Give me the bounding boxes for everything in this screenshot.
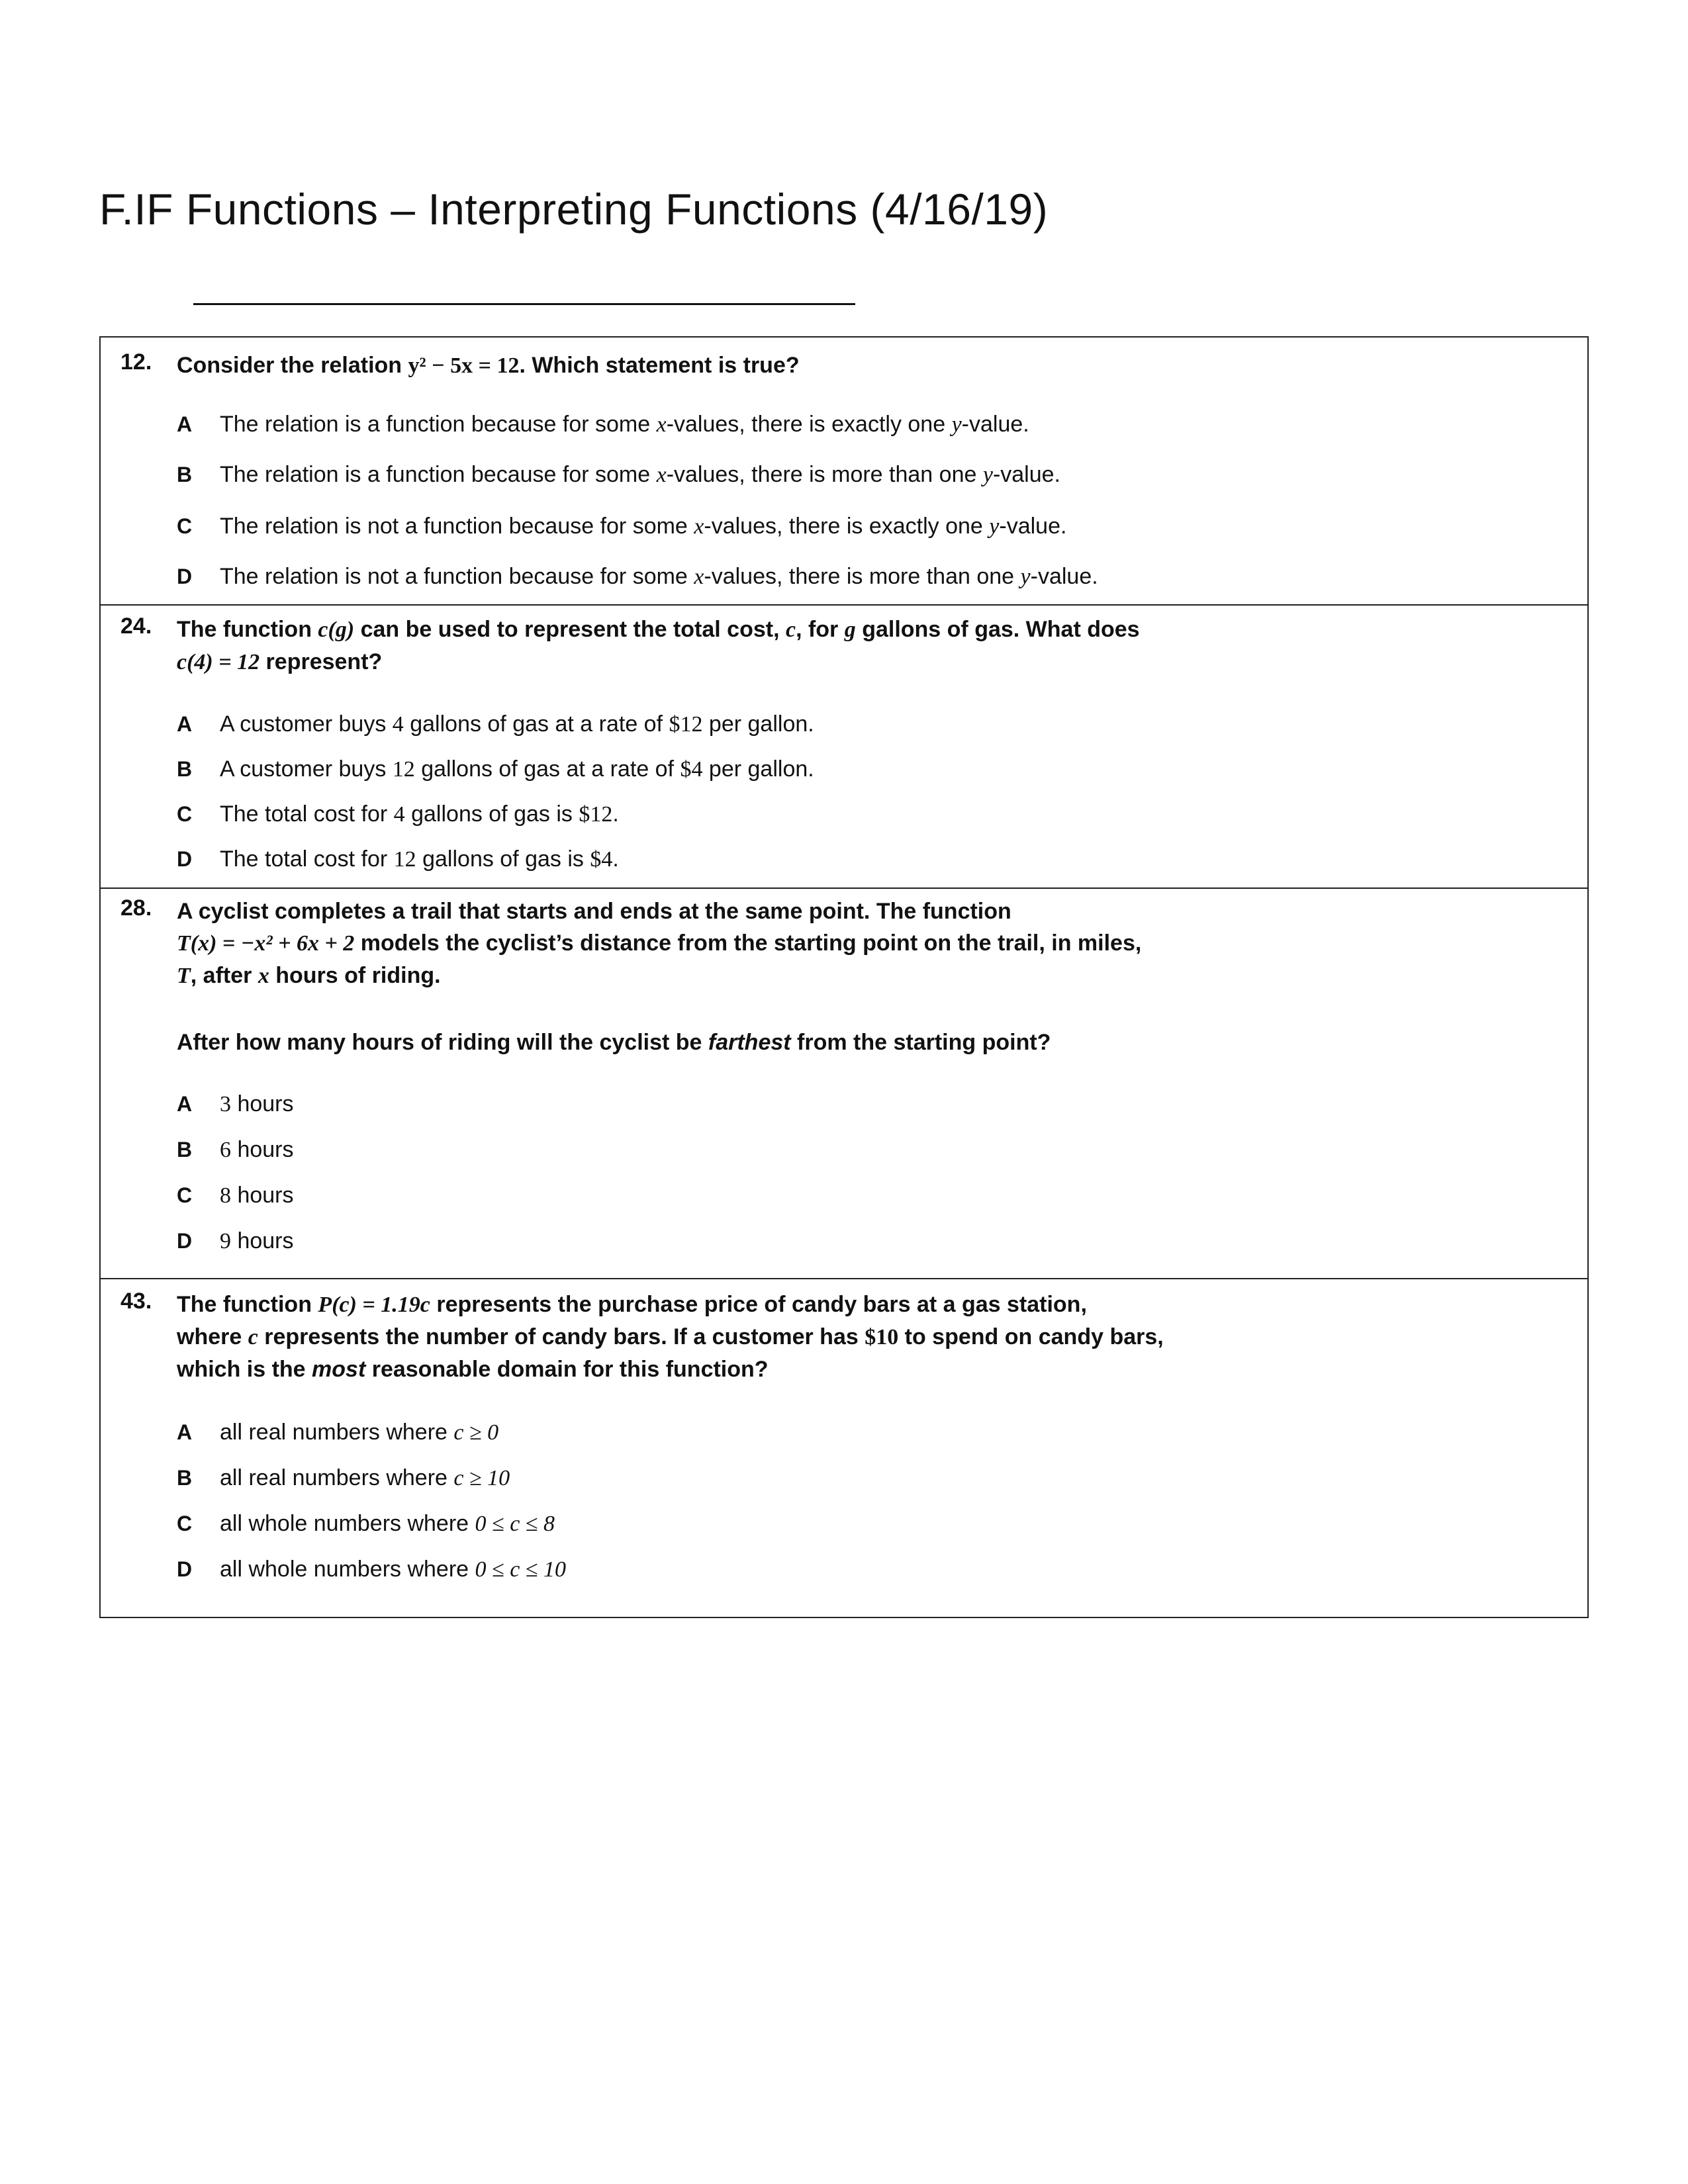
question-sub-prompt: After how many hours of riding will the cyclist be farthest from the starting point? (177, 1030, 1051, 1055)
answer-choice-b[interactable]: B A customer buys 12 gallons of gas at a rate of $4 per gallon. (177, 756, 814, 782)
choice-letter: D (177, 1557, 193, 1581)
choice-letter: C (177, 802, 193, 826)
answer-choice-c[interactable]: C 8 hours (177, 1183, 294, 1208)
answer-choice-d[interactable]: D The relation is not a function because for some x-values, there is more than one y-value. (177, 564, 1098, 589)
answer-choice-c[interactable]: C all whole numbers where 0 ≤ c ≤ 8 (177, 1511, 555, 1536)
answer-choice-d[interactable]: D The total cost for 12 gallons of gas is $4. (177, 846, 619, 872)
answer-choice-d[interactable]: D 9 hours (177, 1228, 294, 1253)
question-number: 12. (120, 349, 152, 375)
question-28 (101, 889, 1587, 1279)
answer-choice-c[interactable]: C The relation is not a function because for some x-values, there is exactly one y-value. (177, 514, 1067, 539)
choice-letter: C (177, 1512, 193, 1535)
choice-letter: C (177, 1183, 193, 1207)
question-12 (101, 338, 1587, 606)
question-number: 28. (120, 895, 152, 921)
question-24 (101, 606, 1587, 889)
choice-letter: D (177, 565, 193, 588)
answer-choice-a[interactable]: A 3 hours (177, 1091, 294, 1116)
question-number: 24. (120, 614, 152, 639)
question-stem: The function c(g) can be used to represent the total cost, c, for g gallons of gas. What does c(4) = 12 represent? (177, 617, 1140, 674)
question-number: 43. (120, 1289, 152, 1314)
choice-letter: A (177, 1420, 193, 1444)
question-stem: The function P(c) = 1.19c represents the purchase price of candy bars at a gas station, where c represents the number of candy bars. If a customer has $10 to spend on candy bars, which is the most reasonable domain for this function? (177, 1292, 1164, 1382)
choice-letter: A (177, 412, 193, 436)
name-blank-line[interactable] (193, 303, 855, 305)
choice-letter: B (177, 757, 193, 781)
choice-letter: A (177, 1092, 193, 1116)
question-stem: Consider the relation y² − 5x = 12. Which statement is true? (177, 353, 800, 378)
questions-box (99, 336, 1589, 1618)
question-43 (101, 1279, 1587, 1617)
question-stem: A cyclist completes a trail that starts and ends at the same point. The function T(x) = −x² + 6x + 2 models the cyclist’s distance from the starting point on the trail, in miles, T, after x hours of riding. (177, 899, 1142, 988)
answer-choice-c[interactable]: C The total cost for 4 gallons of gas is $12. (177, 801, 619, 827)
choice-letter: D (177, 1229, 193, 1253)
answer-choice-a[interactable]: A The relation is a function because for some x-values, there is exactly one y-value. (177, 412, 1029, 437)
answer-choice-a[interactable]: A A customer buys 4 gallons of gas at a rate of $12 per gallon. (177, 711, 814, 737)
page-title: F.IF Functions – Interpreting Functions (4/16/19) (99, 185, 1049, 234)
choice-letter: C (177, 514, 193, 538)
answer-choice-d[interactable]: D all whole numbers where 0 ≤ c ≤ 10 (177, 1557, 566, 1582)
answer-choice-a[interactable]: A all real numbers where c ≥ 0 (177, 1420, 499, 1445)
choice-letter: A (177, 712, 193, 736)
choice-letter: B (177, 1138, 193, 1161)
choice-letter: B (177, 1466, 193, 1490)
answer-choice-b[interactable]: B The relation is a function because for some x-values, there is more than one y-value. (177, 462, 1060, 487)
choice-letter: D (177, 847, 193, 871)
choice-letter: B (177, 463, 193, 486)
answer-choice-b[interactable]: B all real numbers where c ≥ 10 (177, 1465, 510, 1490)
answer-choice-b[interactable]: B 6 hours (177, 1137, 294, 1162)
